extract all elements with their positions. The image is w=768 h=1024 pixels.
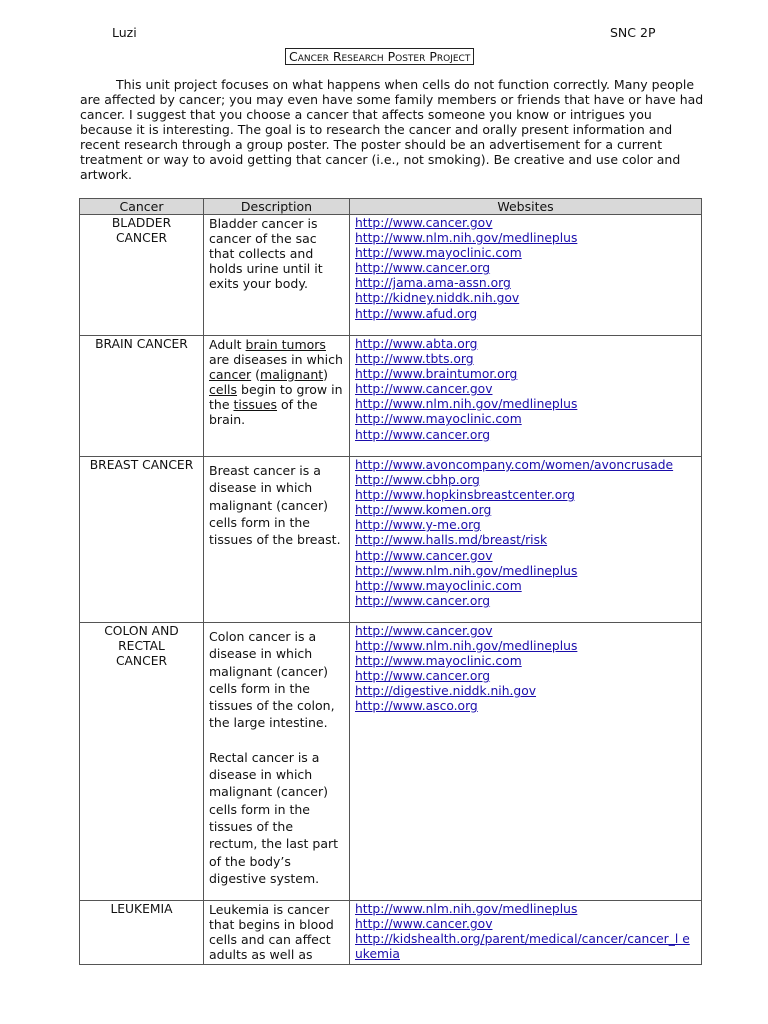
website-link[interactable]: http://digestive.niddk.nih.gov xyxy=(355,684,537,699)
cancer-name-text: BLADDER CANCER xyxy=(111,216,172,245)
website-list xyxy=(350,457,702,623)
website-link[interactable]: http://www.asco.org xyxy=(355,699,478,714)
website-link[interactable]: http://www.y-me.org xyxy=(355,518,481,533)
cancer-description: Breast cancer is a disease in which malignant (cancer) cells form in the tissues of the breast. xyxy=(204,457,350,623)
cancer-name: BREAST CANCER xyxy=(80,457,204,623)
cancer-name: LEUKEMIA xyxy=(80,901,204,965)
description-text: Adult xyxy=(209,337,246,352)
table-row xyxy=(80,336,702,457)
website-link[interactable]: http://kidshealth.org/parent/medical/cancer/cancer_l eukemia xyxy=(355,932,690,962)
intro-paragraph: This unit project focuses on what happens when cells do not function correctly. Many people are affected by cancer; you may even have some family members or friends that have or have had cancer. I suggest that you choose a cancer that affects someone you know or intrigues you because it is interesting. The goal is to research the cancer and orally present information and recent research through a group poster. The poster should be an advertisement for a current treatment or way to avoid getting that cancer (i.e., not smoking). Be creative and use color and artwork. xyxy=(80,77,704,182)
description-term-link[interactable]: tissues xyxy=(233,397,278,412)
cancer-name-text: COLON AND RECTAL CANCER xyxy=(104,624,179,668)
website-link[interactable]: http://www.mayoclinic.com xyxy=(355,654,522,669)
cancer-description xyxy=(204,623,350,901)
description-term-link[interactable]: cancer xyxy=(209,367,252,382)
cancer-description: Leukemia is cancer that begins in blood cells and can affect adults as well as xyxy=(204,901,350,965)
website-link[interactable]: http://www.cancer.org xyxy=(355,427,491,442)
cancer-description: Bladder cancer is cancer of the sac that collects and holds urine until it exits your body. xyxy=(204,215,350,336)
header-author: Luzi xyxy=(112,25,137,40)
website-link[interactable]: http://kidney.niddk.nih.gov xyxy=(355,291,520,306)
website-list xyxy=(350,215,702,336)
website-link[interactable]: http://www.abta.org xyxy=(355,337,478,351)
website-link[interactable]: http://www.cbhp.org xyxy=(355,473,480,488)
website-link[interactable]: http://www.cancer.org xyxy=(355,593,491,608)
table-row xyxy=(80,623,702,901)
description-term-link[interactable]: brain tumors xyxy=(245,337,326,352)
rectal-description: Rectal cancer is a disease in which malignant (cancer) cells form in the tissues of the rectum, the last part of the body’s digestive system. xyxy=(209,749,339,886)
table-header-row xyxy=(80,199,702,215)
cancer-name xyxy=(80,623,204,901)
table-row xyxy=(80,901,702,965)
document-title: Cancer Research Poster Project xyxy=(285,48,474,65)
website-link[interactable]: http://www.cancer.gov xyxy=(355,624,493,638)
website-link[interactable]: http://www.cancer.org xyxy=(355,261,491,276)
website-link[interactable]: http://www.mayoclinic.com xyxy=(355,246,522,261)
website-list xyxy=(350,901,702,965)
website-link[interactable]: http://www.cancer.org xyxy=(355,669,491,684)
website-link[interactable]: http://www.nlm.nih.gov/medlineplus xyxy=(355,639,578,654)
website-link[interactable]: http://www.nlm.nih.gov/medlineplus xyxy=(355,563,578,578)
column-header-description: Description xyxy=(204,199,350,215)
paragraph-gap xyxy=(209,732,344,749)
website-link[interactable]: http://www.tbts.org xyxy=(355,352,474,367)
colon-description: Colon cancer is a disease in which malignant (cancer) cells form in the tissues of the colon, the large intestine. xyxy=(209,629,335,731)
website-link[interactable]: http://www.nlm.nih.gov/medlineplus xyxy=(355,231,578,246)
table-row xyxy=(80,457,702,623)
website-list xyxy=(350,623,702,901)
website-link[interactable]: http://www.nlm.nih.gov/medlineplus xyxy=(355,902,578,916)
website-link[interactable]: http://www.cancer.gov xyxy=(355,548,493,563)
website-link[interactable]: http://www.komen.org xyxy=(355,503,492,518)
website-link[interactable]: http://www.cancer.gov xyxy=(355,216,493,230)
description-text: are diseases in which xyxy=(209,352,343,367)
description-text: begin to grow in the xyxy=(209,382,343,412)
website-link[interactable]: http://www.avoncompany.com/women/avoncrusade xyxy=(355,458,674,472)
description-text: ) xyxy=(323,367,329,382)
cancer-table xyxy=(79,198,702,965)
website-link[interactable]: http://www.mayoclinic.com xyxy=(355,578,522,593)
header-course: SNC 2P xyxy=(610,25,656,40)
website-link[interactable]: http://www.cancer.gov xyxy=(355,917,493,932)
website-link[interactable]: http://www.nlm.nih.gov/medlineplus xyxy=(355,397,578,412)
description-text: ( xyxy=(251,367,261,382)
website-link[interactable]: http://www.hopkinsbreastcenter.org xyxy=(355,488,575,503)
column-header-cancer: Cancer xyxy=(80,199,204,215)
table-row xyxy=(80,215,702,336)
cancer-name: BRAIN CANCER xyxy=(80,336,204,457)
website-link[interactable]: http://www.cancer.gov xyxy=(355,382,493,397)
cancer-name xyxy=(80,215,204,336)
description-text: of the brain. xyxy=(209,397,318,427)
website-link[interactable]: http://www.halls.md/breast/risk xyxy=(355,533,548,548)
website-list xyxy=(350,336,702,457)
website-link[interactable]: http://www.braintumor.org xyxy=(355,367,518,382)
column-header-websites: Websites xyxy=(350,199,702,215)
description-term-link[interactable]: malignant xyxy=(260,367,324,382)
website-link[interactable]: http://www.mayoclinic.com xyxy=(355,412,522,427)
description-term-link[interactable]: cells xyxy=(209,382,238,397)
website-link[interactable]: http://www.afud.org xyxy=(355,306,478,321)
cancer-description xyxy=(204,336,350,457)
website-link[interactable]: http://jama.ama-assn.org xyxy=(355,276,511,291)
